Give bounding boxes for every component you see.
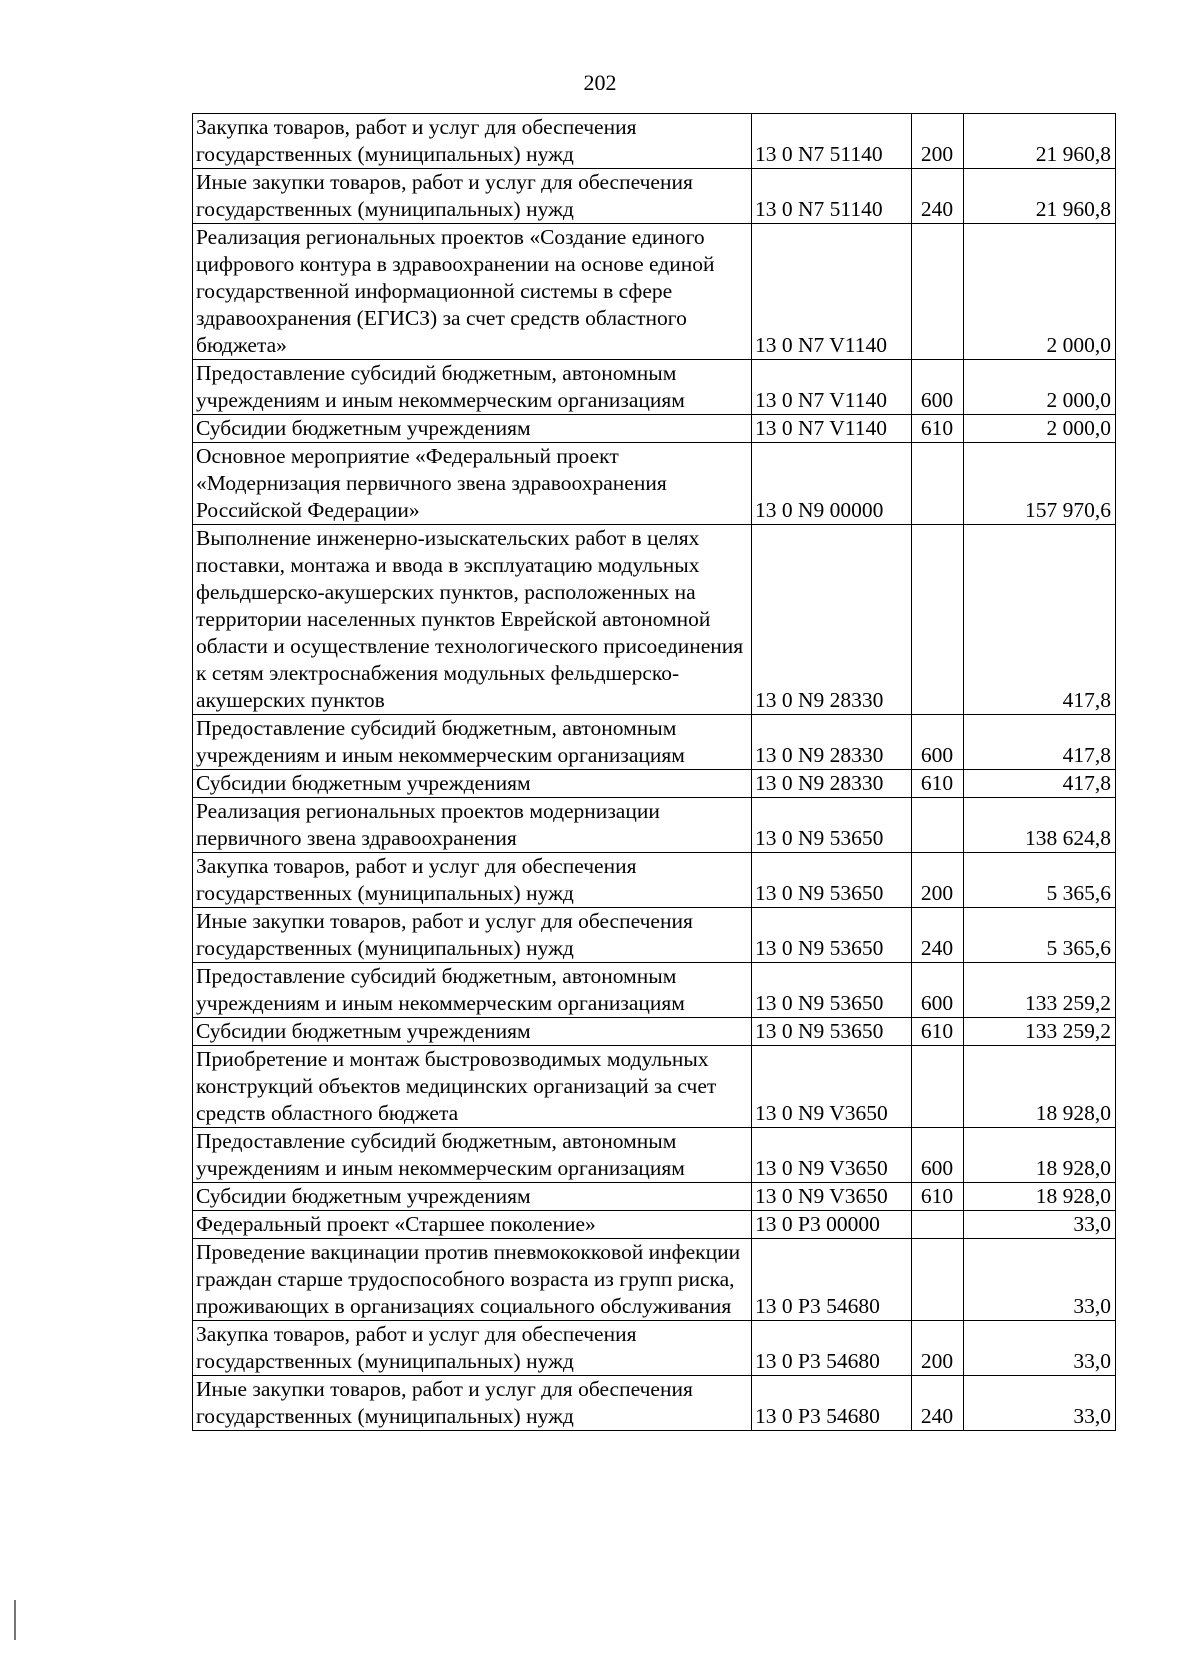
row-code: 13 0 N7 V1140: [752, 360, 912, 415]
row-code: 13 0 N9 V3650: [752, 1046, 912, 1128]
row-name: Реализация региональных проектов «Создание единого цифрового контура в здравоохранении на основе единой государственной информационной системы в сфере здравоохранения (ЕГИСЗ) за счет средств областного бюджета»: [193, 224, 752, 360]
table-row: [193, 415, 1116, 443]
row-name: Субсидии бюджетным учреждениям: [193, 1183, 752, 1211]
row-code: 13 0 N9 V3650: [752, 1183, 912, 1211]
row-expense-type: [912, 525, 964, 715]
row-name: Субсидии бюджетным учреждениям: [193, 770, 752, 798]
row-sum: 417,8: [964, 525, 1116, 715]
table-row: [193, 1239, 1116, 1321]
row-code: 13 0 N9 53650: [752, 1018, 912, 1046]
row-name: Основное мероприятие «Федеральный проект «Модернизация первичного звена здравоохранения Российской Федерации»: [193, 443, 752, 525]
row-expense-type: 200: [912, 1321, 964, 1376]
row-name: Предоставление субсидий бюджетным, автономным учреждениям и иным некоммерческим организациям: [193, 715, 752, 770]
row-name: Иные закупки товаров, работ и услуг для обеспечения государственных (муниципальных) нужд: [193, 1376, 752, 1431]
row-sum: 21 960,8: [964, 169, 1116, 224]
row-code: 13 0 N9 28330: [752, 525, 912, 715]
row-code: 13 0 P3 54680: [752, 1376, 912, 1431]
row-expense-type: [912, 1239, 964, 1321]
row-sum: 5 365,6: [964, 853, 1116, 908]
row-sum: 33,0: [964, 1211, 1116, 1239]
row-expense-type: [912, 798, 964, 853]
table-row: [193, 1376, 1116, 1431]
row-expense-type: 240: [912, 1376, 964, 1431]
scan-edge-mark: [14, 1600, 16, 1640]
table-row: [193, 360, 1116, 415]
table-row: [193, 1018, 1116, 1046]
row-code: 13 0 N9 53650: [752, 963, 912, 1018]
row-expense-type: 600: [912, 715, 964, 770]
row-expense-type: 610: [912, 1018, 964, 1046]
table-row: [193, 1183, 1116, 1211]
row-expense-type: [912, 443, 964, 525]
row-sum: 33,0: [964, 1239, 1116, 1321]
row-expense-type: 610: [912, 770, 964, 798]
row-code: 13 0 N9 28330: [752, 770, 912, 798]
table-row: [193, 443, 1116, 525]
row-expense-type: [912, 1211, 964, 1239]
row-code: 13 0 N9 53650: [752, 798, 912, 853]
row-code: 13 0 P3 00000: [752, 1211, 912, 1239]
row-sum: 18 928,0: [964, 1128, 1116, 1183]
table-row: [193, 224, 1116, 360]
table-row: [193, 525, 1116, 715]
row-expense-type: 240: [912, 169, 964, 224]
table-row: [193, 1321, 1116, 1376]
row-expense-type: 200: [912, 114, 964, 169]
row-code: 13 0 N7 51140: [752, 169, 912, 224]
table-row: [193, 963, 1116, 1018]
table-row: [193, 114, 1116, 169]
row-sum: 18 928,0: [964, 1046, 1116, 1128]
row-expense-type: [912, 224, 964, 360]
row-sum: 417,8: [964, 770, 1116, 798]
row-expense-type: 610: [912, 415, 964, 443]
row-code: 13 0 N7 V1140: [752, 415, 912, 443]
row-expense-type: 600: [912, 360, 964, 415]
row-name: Закупка товаров, работ и услуг для обеспечения государственных (муниципальных) нужд: [193, 114, 752, 169]
row-name: Закупка товаров, работ и услуг для обеспечения государственных (муниципальных) нужд: [193, 853, 752, 908]
row-code: 13 0 N9 53650: [752, 908, 912, 963]
row-expense-type: 600: [912, 963, 964, 1018]
row-name: Реализация региональных проектов модернизации первичного звена здравоохранения: [193, 798, 752, 853]
row-sum: 33,0: [964, 1321, 1116, 1376]
row-expense-type: 240: [912, 908, 964, 963]
row-expense-type: 610: [912, 1183, 964, 1211]
row-sum: 417,8: [964, 715, 1116, 770]
budget-table-body: [193, 114, 1116, 1431]
row-code: 13 0 N9 53650: [752, 853, 912, 908]
row-sum: 5 365,6: [964, 908, 1116, 963]
row-sum: 33,0: [964, 1376, 1116, 1431]
row-sum: 157 970,6: [964, 443, 1116, 525]
row-sum: 133 259,2: [964, 963, 1116, 1018]
row-code: 13 0 P3 54680: [752, 1239, 912, 1321]
table-row: [193, 908, 1116, 963]
row-expense-type: [912, 1046, 964, 1128]
row-sum: 138 624,8: [964, 798, 1116, 853]
row-name: Предоставление субсидий бюджетным, автономным учреждениям и иным некоммерческим организациям: [193, 963, 752, 1018]
row-code: 13 0 N7 51140: [752, 114, 912, 169]
table-row: [193, 715, 1116, 770]
table-row: [193, 1128, 1116, 1183]
row-name: Приобретение и монтаж быстровозводимых модульных конструкций объектов медицинских организаций за счет средств областного бюджета: [193, 1046, 752, 1128]
row-name: Иные закупки товаров, работ и услуг для обеспечения государственных (муниципальных) нужд: [193, 908, 752, 963]
row-sum: 2 000,0: [964, 415, 1116, 443]
row-name: Проведение вакцинации против пневмококковой инфекции граждан старше трудоспособного возраста из групп риска, проживающих в организациях социального обслуживания: [193, 1239, 752, 1321]
row-code: 13 0 N9 00000: [752, 443, 912, 525]
table-row: [193, 770, 1116, 798]
row-code: 13 0 N7 V1140: [752, 224, 912, 360]
budget-table: [192, 113, 1116, 1431]
page-number: 202: [583, 70, 617, 95]
row-sum: 2 000,0: [964, 360, 1116, 415]
row-expense-type: 600: [912, 1128, 964, 1183]
row-name: Предоставление субсидий бюджетным, автономным учреждениям и иным некоммерческим организациям: [193, 1128, 752, 1183]
row-name: Субсидии бюджетным учреждениям: [193, 1018, 752, 1046]
row-name: Предоставление субсидий бюджетным, автономным учреждениям и иным некоммерческим организациям: [193, 360, 752, 415]
row-sum: 18 928,0: [964, 1183, 1116, 1211]
table-row: [193, 853, 1116, 908]
table-row: [193, 1211, 1116, 1239]
row-name: Иные закупки товаров, работ и услуг для обеспечения государственных (муниципальных) нужд: [193, 169, 752, 224]
row-code: 13 0 N9 V3650: [752, 1128, 912, 1183]
row-name: Субсидии бюджетным учреждениям: [193, 415, 752, 443]
row-sum: 133 259,2: [964, 1018, 1116, 1046]
row-sum: 2 000,0: [964, 224, 1116, 360]
row-name: Закупка товаров, работ и услуг для обеспечения государственных (муниципальных) нужд: [193, 1321, 752, 1376]
row-code: 13 0 P3 54680: [752, 1321, 912, 1376]
table-row: [193, 1046, 1116, 1128]
row-sum: 21 960,8: [964, 114, 1116, 169]
table-row: [193, 798, 1116, 853]
row-code: 13 0 N9 28330: [752, 715, 912, 770]
row-expense-type: 200: [912, 853, 964, 908]
table-row: [193, 169, 1116, 224]
row-name: Выполнение инженерно-изыскательских работ в целях поставки, монтажа и ввода в эксплуатацию модульных фельдшерско-акушерских пунктов, расположенных на территории населенных пунктов Еврейской автономной области и осуществление технологического присоединения к сетям электроснабжения модульных фельдшерско-акушерских пунктов: [193, 525, 752, 715]
row-name: Федеральный проект «Старшее поколение»: [193, 1211, 752, 1239]
